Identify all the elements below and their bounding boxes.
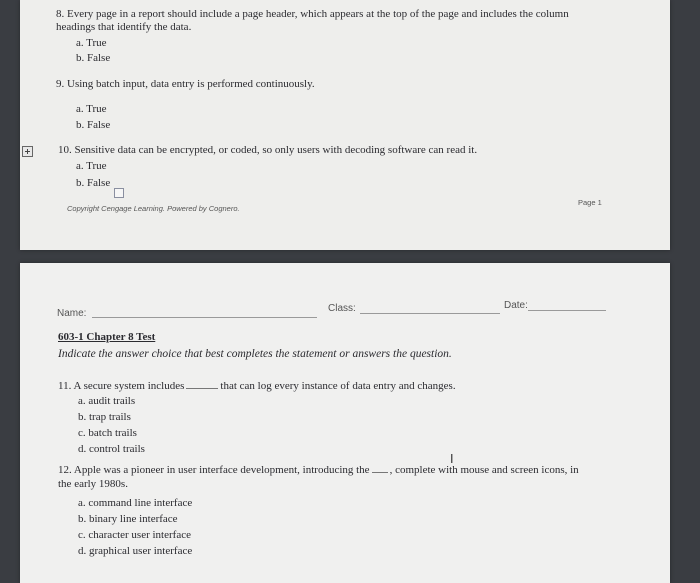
q12-blank xyxy=(372,463,388,473)
q11-option-b[interactable]: b. trap trails xyxy=(78,411,131,423)
question-12 xyxy=(58,463,579,477)
q9-option-b[interactable]: b. False xyxy=(76,119,111,131)
question-9: 9. Using batch input, data entry is performed continuously. xyxy=(56,78,315,90)
page-number: Page 1 xyxy=(578,198,602,207)
name-label: Name: xyxy=(57,308,87,319)
q8-option-a[interactable]: a. True xyxy=(76,37,107,49)
q9-option-a[interactable]: a. True xyxy=(76,103,107,115)
date-field[interactable] xyxy=(528,310,606,311)
question-8-line1: 8. Every page in a report should include a page header, which appears at the top of the page and includes the column xyxy=(56,8,569,20)
q12-option-b[interactable]: b. binary line interface xyxy=(78,513,178,525)
question-10: 10. Sensitive data can be encrypted, or coded, so only users with decoding software can read it. xyxy=(58,144,478,156)
q12-text-after: , complete with mouse and screen icons, in xyxy=(389,464,579,476)
q12-option-a[interactable]: a. command line interface xyxy=(78,497,193,509)
q12-option-c[interactable]: c. character user interface xyxy=(78,529,191,541)
q12-text-before: 12. Apple was a pioneer in user interface development, introducing the xyxy=(58,464,370,476)
name-field[interactable] xyxy=(92,317,317,318)
document-page-1 xyxy=(20,0,670,250)
q11-option-d[interactable]: d. control trails xyxy=(78,443,145,455)
text-cursor-icon: I xyxy=(450,452,454,466)
q8-option-b[interactable]: b. False xyxy=(76,52,111,64)
test-title: 603-1 Chapter 8 Test xyxy=(58,331,156,343)
q11-text-after: that can log every instance of data entry and changes. xyxy=(220,380,456,392)
q10-option-b[interactable]: b. False xyxy=(76,177,111,189)
question-12-line2: the early 1980s. xyxy=(58,478,128,490)
q10-option-a[interactable]: a. True xyxy=(76,160,107,172)
class-label: Class: xyxy=(328,303,356,314)
question-8-line2: headings that identify the data. xyxy=(56,21,192,33)
q11-text-before: 11. A secure system includes xyxy=(58,380,185,392)
date-label: Date: xyxy=(504,300,528,311)
document-page-2 xyxy=(20,263,670,583)
expand-plus-icon[interactable] xyxy=(22,146,33,157)
class-field[interactable] xyxy=(360,313,500,314)
question-11 xyxy=(58,379,456,393)
q11-option-a[interactable]: a. audit trails xyxy=(78,395,136,407)
q11-option-c[interactable]: c. batch trails xyxy=(78,427,137,439)
checkbox-icon[interactable] xyxy=(114,188,124,198)
instructions: Indicate the answer choice that best completes the statement or answers the question. xyxy=(58,348,452,360)
q12-option-d[interactable]: d. graphical user interface xyxy=(78,545,193,557)
q11-blank xyxy=(186,379,218,389)
copyright-footer: Copyright Cengage Learning. Powered by Cognero. xyxy=(67,204,240,213)
